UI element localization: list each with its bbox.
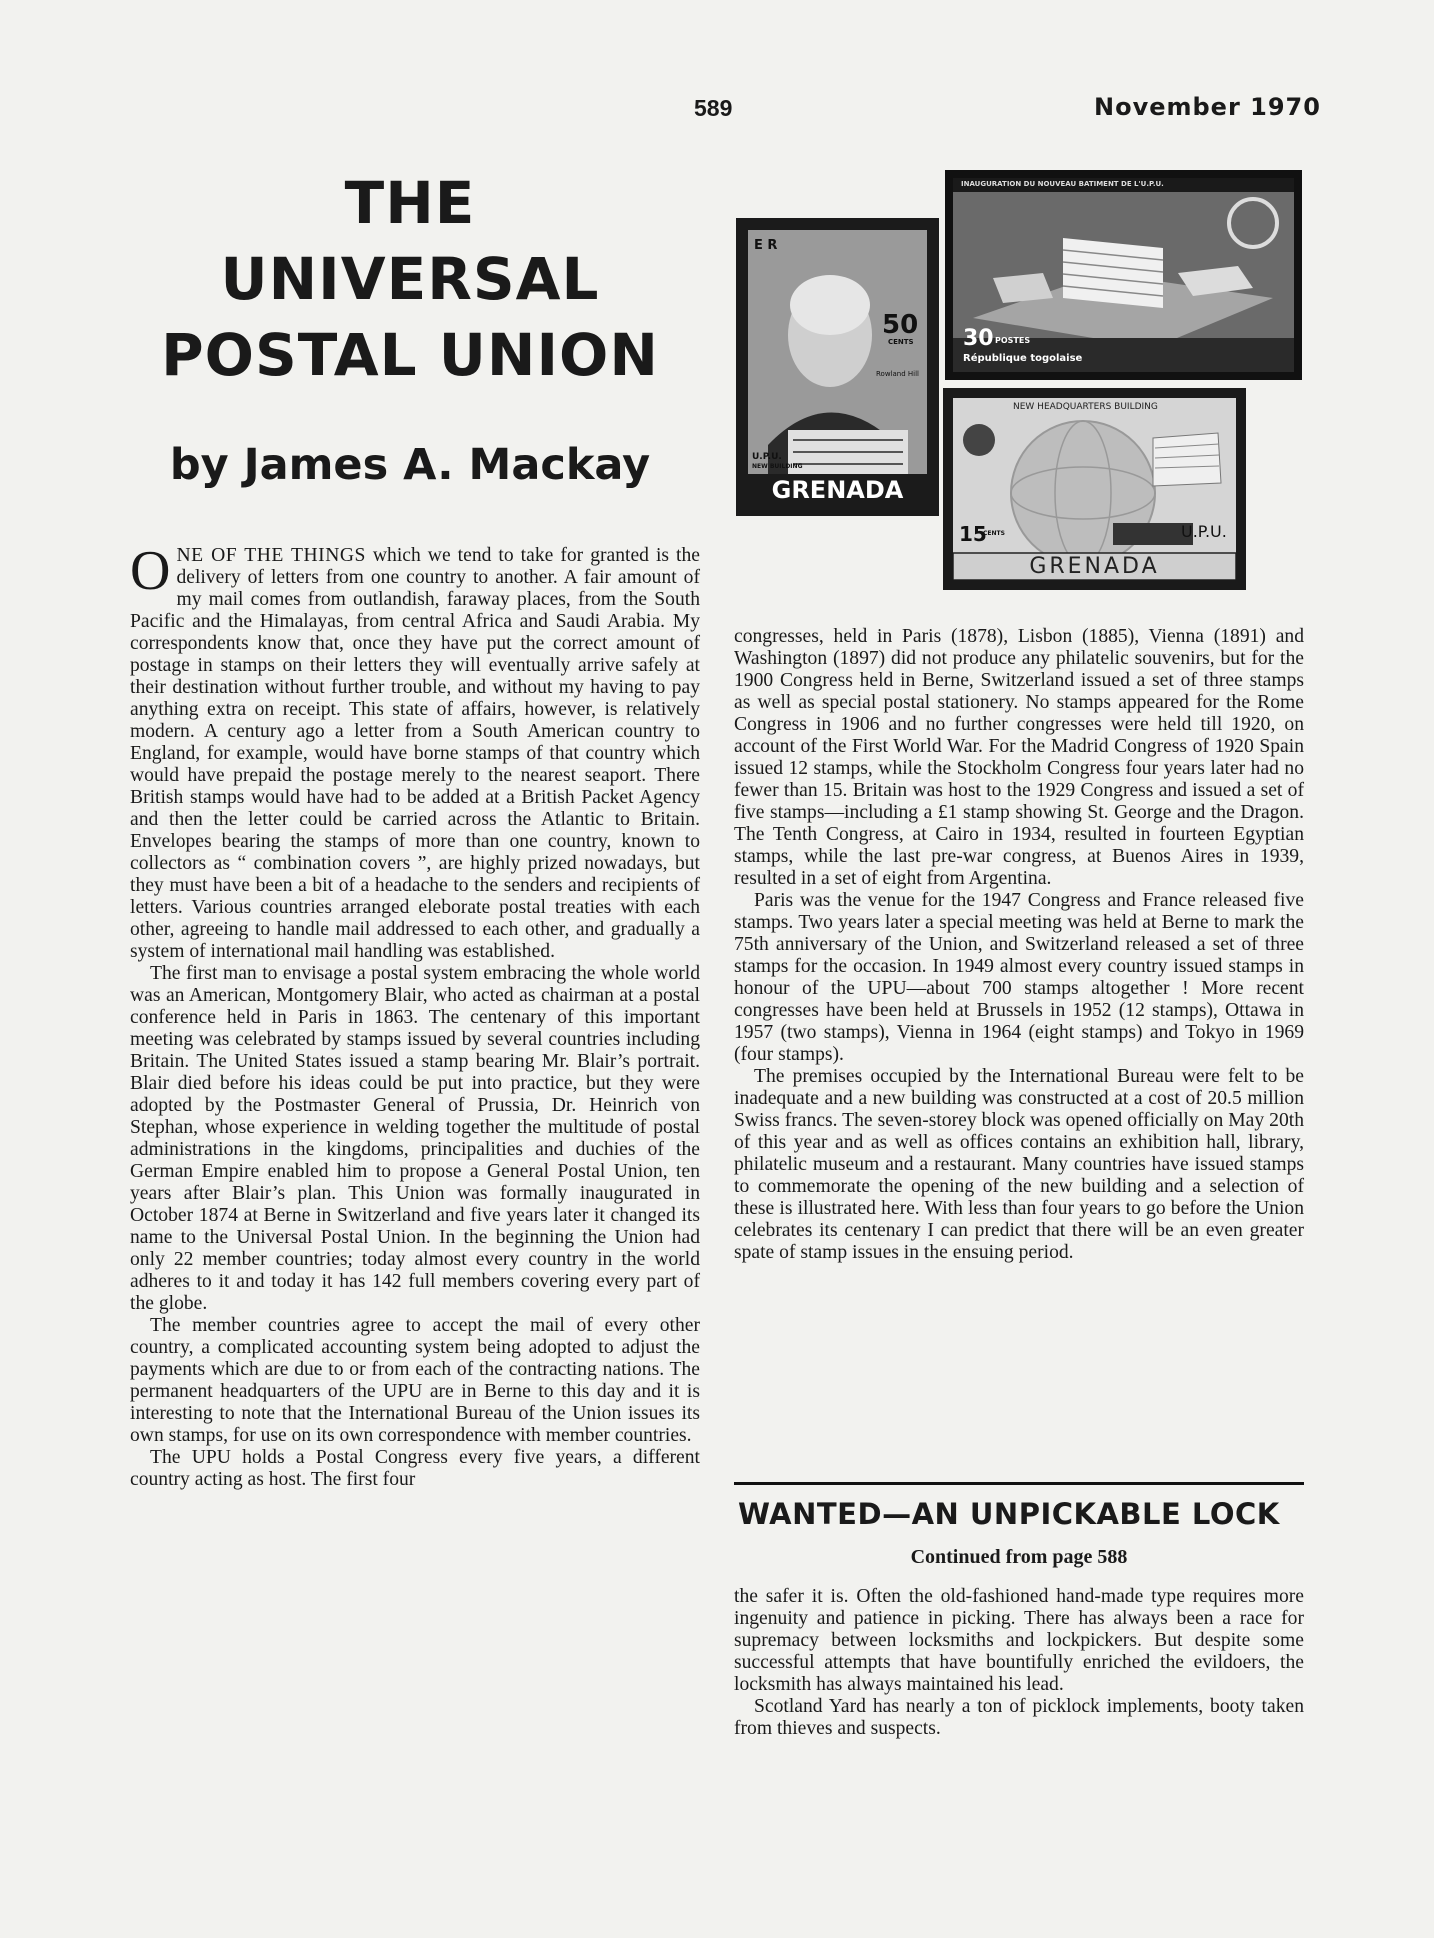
grenada-50-cent-stamp <box>736 218 939 516</box>
stamp-illustration <box>736 170 1302 590</box>
issue-date: November 1970 <box>1094 93 1321 121</box>
stamp-caption: Rowland Hill <box>876 370 919 378</box>
lead-in: NE OF THE THINGS <box>176 545 366 566</box>
stamp-banner: INAUGURATION DU NOUVEAU BATIMENT DE L'U.P.U. <box>961 180 1164 188</box>
paragraph: The UPU holds a Postal Congress every five years, a different country acting as host. The first four <box>130 1447 700 1490</box>
stamp-upu-label: U.P.U. <box>1181 522 1227 541</box>
paragraph: the safer it is. Often the old-fashioned hand-made type requires more ingenuity and patience in picking. There has always been a race for supremacy between locksmiths and lockpickers. But despite some successful attempts that have bountifully enriched the evildoers, the locksmith has always maintained his lead. <box>734 1586 1304 1695</box>
title-line: THE <box>344 169 476 237</box>
togo-30f-stamp <box>945 170 1302 380</box>
grenada-15-cent-stamp <box>943 388 1246 590</box>
paragraph: Scotland Yard has nearly a ton of picklock implements, booty taken from thieves and suspects. <box>734 1696 1304 1739</box>
page-number: 589 <box>694 95 733 121</box>
royal-cipher: E R <box>754 238 778 253</box>
paragraph: The member countries agree to accept the mail of every other country, a complicated accounting system being adopted to adjust the payments which are due to or from each of the contracting nations. The permanent headquarters of the UPU are in Berne to this day and it is interesting to note that the International Bureau of the Union issues its own stamps, for use on its own correspondence with member countries. <box>130 1315 700 1446</box>
stamp-building-label: NEW BUILDING <box>752 463 803 470</box>
stamp-currency: CENTS <box>888 338 914 346</box>
article-body-right <box>734 626 1304 1264</box>
drop-cap: O <box>130 540 171 602</box>
sidebar-body <box>734 1586 1304 1740</box>
stamp-country: GRENADA <box>771 476 904 504</box>
article-body-left <box>130 540 700 1491</box>
continued-note: Continued from page 588 <box>910 1546 1128 1568</box>
stamp-value: 50 <box>882 310 919 340</box>
stamp-currency: CENTS <box>983 530 1005 537</box>
stamp-country: République togolaise <box>963 353 1083 364</box>
article-title <box>130 165 690 393</box>
stamp-upu-label: U.P.U. <box>752 452 782 462</box>
globe-illustration <box>953 398 1236 580</box>
paragraph: The first man to envisage a postal system embracing the whole world was an American, Montgomery Blair, who acted as chairman at a postal conference held in Paris in 1863. The centenary of this important meeting was celebrated by stamps issued by several countries including Britain. The United States issued a stamp bearing Mr. Blair’s portrait. Blair died before his ideas could be put into practice, but they were adopted by the Postmaster General of Prussia, Dr. Heinrich von Stephan, whose experience in welding together the multitude of postal administrations in the kingdoms, principalities and duchies of the German Empire enabled him to propose a General Postal Union, ten years after Blair’s plan. This Union was formally inaugurated in October 1874 at Berne in Switzerland and five years later it changed its name to the Universal Postal Union. In the beginning the Union had only 22 member countries; today almost every country in the world adheres to it and today it has 142 full members covering every part of the globe. <box>130 963 700 1314</box>
sidebar-title: WANTED—AN UNPICKABLE LOCK <box>738 1497 1280 1531</box>
title-line: POSTAL UNION <box>161 321 659 389</box>
stamp-country: GRENADA <box>1029 554 1160 579</box>
stamp-value: 15 <box>959 522 987 546</box>
paragraph: congresses, held in Paris (1878), Lisbon (1885), Vienna (1891) and Washington (1897) did not produce any philatelic souvenirs, but for the 1900 Congress held in Berne, Switzerland issued a set of three stamps as well as special postal stationery. No stamps appeared for the Rome Congress in 1906 and no further congresses were held till 1920, on account of the First World War. For the Madrid Congress of 1920 Spain issued 12 stamps, while the Stockholm Congress four years later had no fewer than 15. Britain was host to the 1929 Congress and issued a set of five stamps—including a £1 stamp showing St. George and the Dragon. The Tenth Congress, at Cairo in 1934, resulted in fourteen Egyptian stamps, while the last pre-war congress, at Buenos Aires in 1939, resulted in a set of eight from Argentina. <box>734 626 1304 889</box>
title-line: UNIVERSAL <box>220 245 600 313</box>
paragraph: Paris was the venue for the 1947 Congress and France released five stamps. Two years later a special meeting was held at Berne to mark the 75th anniversary of the Union, and Switzerland released a set of three stamps for the occasion. In 1949 almost every country issued stamps in honour of the UPU—about 700 stamps altogether ! More recent congresses have been held at Brussels in 1952 (12 stamps), Ottawa in 1957 (two stamps), Vienna in 1964 (eight stamps) and Tokyo in 1969 (four stamps). <box>734 890 1304 1065</box>
paragraph: The premises occupied by the International Bureau were felt to be inadequate and a new building was constructed at a cost of 20.5 million Swiss francs. The seven-storey block was opened officially on May 20th of this year and as well as offices contains an exhibition hall, library, philatelic museum and a restaurant. Many countries have issued stamps to commemorate the opening of the new building and a selection of these is illustrated here. With less than four years to go before the Union celebrates its centenary I can predict that there will be an even greater spate of stamp issues in the ensuing period. <box>734 1066 1304 1263</box>
stamp-value: 30 <box>963 326 994 351</box>
stamp-banner: NEW HEADQUARTERS BUILDING <box>1013 402 1158 412</box>
byline: by James A. Mackay <box>169 440 651 490</box>
section-divider <box>734 1482 1304 1485</box>
paragraph <box>130 540 700 963</box>
paragraph-text: which we tend to take for granted is the delivery of letters from one country to another. A fair amount of my mail comes from outlandish, faraway places, from the South Pacific and the Himalayas, from central Africa and Saudi Arabia. My correspondents know that, once they have put the correct amount of postage in stamps on their letters they will eventually arrive safely at their destination without further trouble, and without my having to pay anything extra on receipt. This state of affairs, however, is relatively modern. A century ago a letter from a South American country to England, for example, would have borne stamps of that country which would have prepaid the postage merely to the nearest seaport. There British stamps would have had to be added at a British Packet Agency and then the letter could be carried across the Atlantic to Britain. Envelopes bearing the stamps of more than one country, known to collectors as “ combination covers ”, are highly prized nowadays, but they must have been a bit of a headache to the senders and recipients of letters. Various countries arranged eleborate postal treaties with each other, agreeing to handle mail addressed to each other, and gradually a system of international mail handling was established. <box>130 545 700 962</box>
stamp-postes: POSTES <box>995 336 1031 345</box>
